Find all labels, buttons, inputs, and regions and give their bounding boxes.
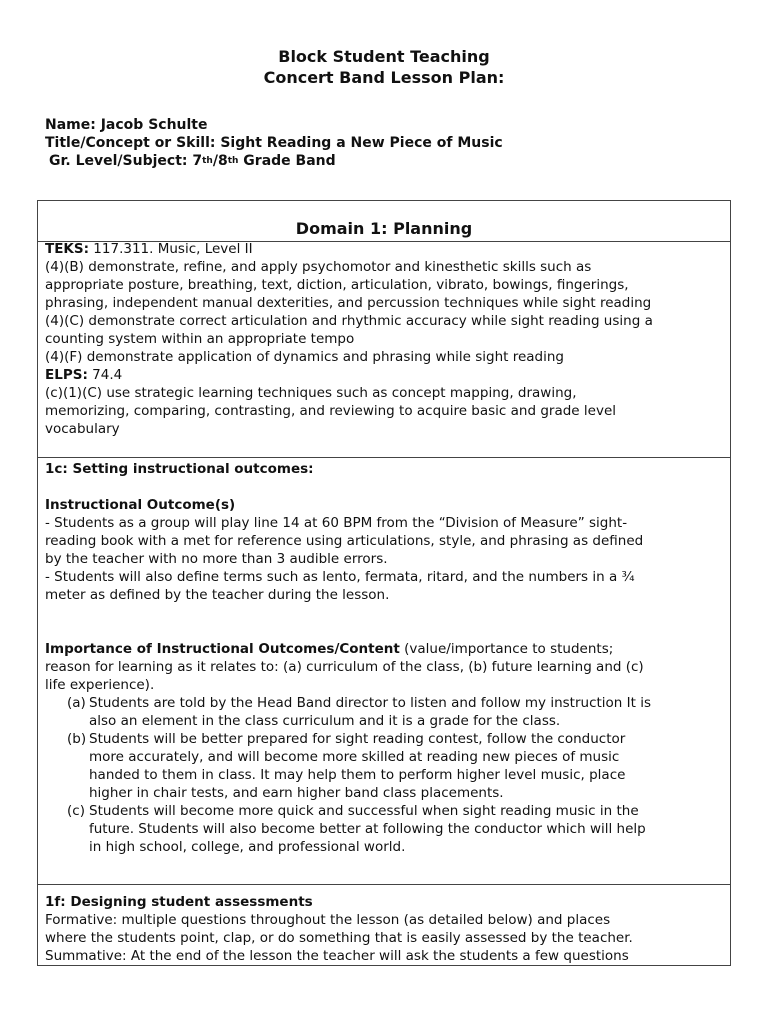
outcome-line: - Students as a group will play line 14 at 60 BPM from the “Division of Measure” sight- — [45, 515, 628, 531]
assessments-heading-text: 1f: Designing student assessments — [45, 894, 313, 910]
grade-suffix: Grade Band — [238, 153, 336, 169]
outcomes-subheading — [45, 496, 724, 514]
list-marker: (b) — [67, 731, 87, 747]
importance-text-line: life experience). — [45, 677, 155, 693]
importance-text-line: reason for learning as it relates to: (a) curriculum of the class, (b) future learning and (c) — [45, 659, 644, 675]
teks-text-line: (4)(F) demonstrate application of dynamics and phrasing while sight reading — [45, 349, 564, 365]
list-item-line: Students will become more quick and successful when sight reading music in the — [89, 803, 639, 819]
assessment-line: Summative: At the end of the lesson the teacher will ask the students a few questions — [45, 948, 629, 964]
list-item-line: more accurately, and will become more skilled at reading new pieces of music — [89, 749, 620, 765]
domain-heading: Domain 1: Planning — [295, 219, 473, 238]
elps-text-line: (c)(1)(C) use strategic learning techniques such as concept mapping, drawing, — [45, 385, 577, 401]
teks-text-line: (4)(C) demonstrate correct articulation and rhythmic accuracy while sight reading using a — [45, 313, 653, 329]
assessments-block — [45, 893, 724, 965]
outcomes-section — [37, 457, 731, 885]
assessment-line: Formative: multiple questions throughout the lesson (as detailed below) and places — [45, 912, 611, 928]
list-marker: (a) — [67, 695, 86, 711]
list-item-line: Students will be better prepared for sight reading contest, follow the conductor — [89, 731, 626, 747]
teks-text-line: phrasing, independent manual dexterities, and percussion techniques while sight reading — [45, 295, 652, 311]
domain-planning-section — [37, 200, 731, 458]
teks-text-line: counting system within an appropriate tempo — [45, 331, 355, 347]
list-item-line: in high school, college, and professional world. — [89, 839, 406, 855]
list-item-line: Students are told by the Head Band director to listen and follow my instruction It is — [89, 695, 652, 711]
grade-prefix: Gr. Level/Subject: 7 — [49, 153, 203, 169]
teks-text-line: appropriate posture, breathing, text, diction, articulation, vibrato, bowings, fingerings, — [45, 277, 629, 293]
list-item-line: handed to them in class. It may help them to perform higher level music, place — [89, 767, 626, 783]
grade-sup-1: th — [202, 156, 213, 166]
outcome-line: reading book with a met for reference using articulations, style, and phrasing as defined — [45, 533, 644, 549]
elps-value: 74.4 — [87, 367, 123, 383]
teks-value: 117.311. Music, Level II — [89, 241, 253, 257]
elps-text-line: memorizing, comparing, contrasting, and reviewing to acquire basic and grade level — [45, 403, 616, 419]
list-item-c — [45, 802, 724, 856]
name-line: Name: Jacob Schulte — [45, 117, 208, 133]
grade-mid: /8 — [212, 153, 228, 169]
elps-text-line: vocabulary — [45, 421, 120, 437]
importance-label: Importance of Instructional Outcomes/Content — [45, 641, 400, 657]
grade-sup-2: th — [227, 156, 239, 166]
outcome-line: - Students will also define terms such as lento, fermata, ritard, and the numbers in a ¾ — [45, 569, 635, 585]
teks-block — [45, 240, 724, 438]
list-item-a — [45, 694, 724, 730]
list-item-line: higher in chair tests, and earn higher band class placements. — [89, 785, 504, 801]
outcome-line: by the teacher with no more than 3 audible errors. — [45, 551, 388, 567]
list-item-line: also an element in the class curriculum and it is a grade for the class. — [89, 713, 561, 729]
outcomes-block — [45, 460, 724, 856]
assessments-section — [37, 884, 731, 966]
outcomes-heading — [45, 460, 724, 478]
teks-text-line: (4)(B) demonstrate, refine, and apply psychomotor and kinesthetic skills such as — [45, 259, 592, 275]
grade-line — [49, 152, 336, 171]
importance-line — [45, 640, 724, 658]
spacer — [45, 604, 724, 622]
elps-line — [45, 366, 724, 384]
teks-line — [45, 240, 724, 258]
importance-rest: (value/importance to students; — [399, 641, 614, 657]
assessments-heading — [45, 893, 724, 911]
spacer — [45, 622, 724, 640]
list-item-b — [45, 730, 724, 802]
document-title: Block Student Teaching — [278, 47, 490, 66]
spacer — [45, 478, 724, 496]
list-item-line: future. Students will also become better at following the conductor which will help — [89, 821, 646, 837]
assessment-line: where the students point, clap, or do something that is easily assessed by the teacher. — [45, 930, 633, 946]
outcome-line: meter as defined by the teacher during the lesson. — [45, 587, 390, 603]
outcomes-heading-text: 1c: Setting instructional outcomes: — [45, 461, 314, 477]
list-marker: (c) — [67, 803, 85, 819]
document-subtitle: Concert Band Lesson Plan: — [263, 68, 505, 87]
elps-label: ELPS: — [45, 367, 88, 383]
concept-line: Title/Concept or Skill: Sight Reading a New Piece of Music — [45, 135, 503, 151]
outcomes-subheading-text: Instructional Outcome(s) — [45, 497, 236, 513]
teks-label: TEKS: — [45, 241, 90, 257]
